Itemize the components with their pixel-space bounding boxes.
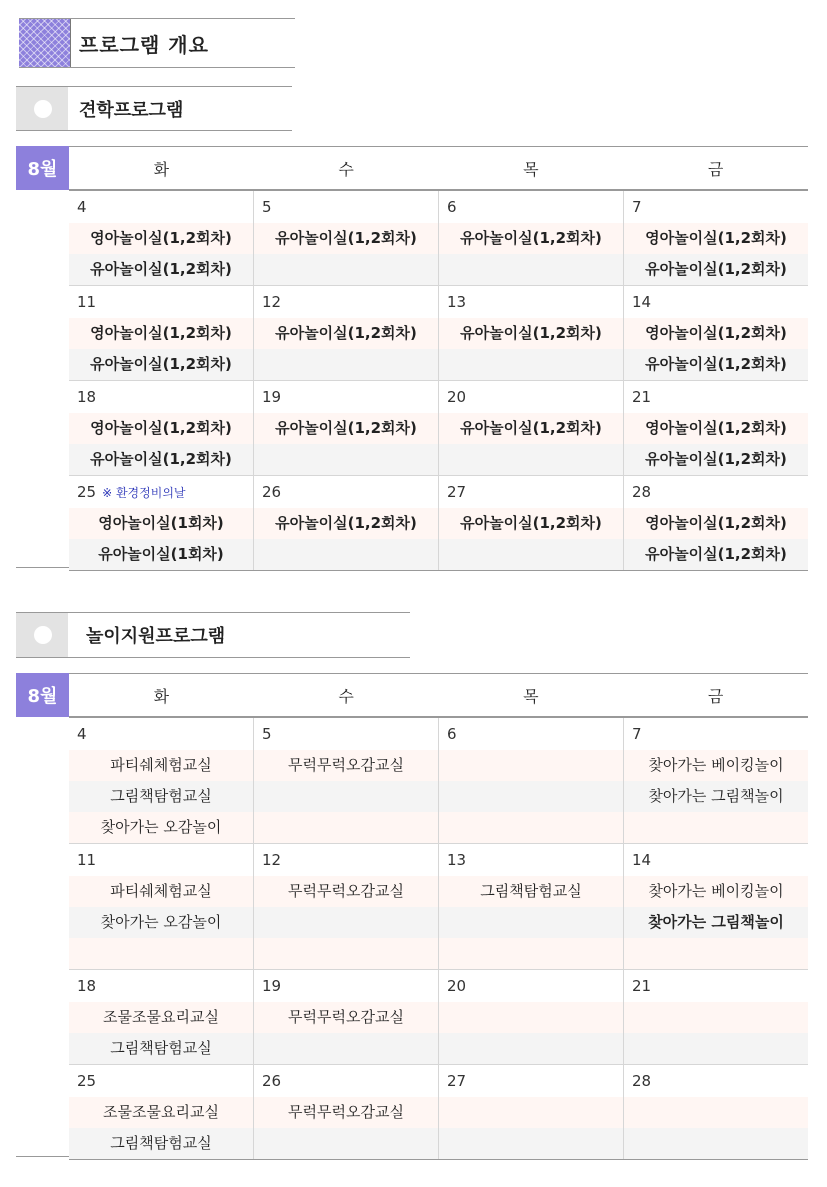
day-note: ※ 환경정비의날: [102, 486, 186, 500]
day-number-row: [69, 381, 253, 413]
calendar-grid-tour: [69, 191, 808, 571]
program-item: 파티쉐체험교실: [69, 750, 253, 781]
program-item: 유아놀이실(1,2회차): [254, 223, 438, 254]
day-number-row: [254, 191, 438, 223]
program-item: 찾아가는 베이킹놀이: [624, 750, 808, 781]
program-item: [439, 907, 623, 938]
day-number-row: [624, 381, 808, 413]
day-cell: [69, 476, 254, 570]
week-row: [69, 844, 808, 970]
program-item: 그림책탐험교실: [69, 781, 253, 812]
day-number-row: [439, 476, 623, 508]
day-cell: [624, 286, 808, 380]
month-badge: 8월: [16, 673, 69, 717]
day-cell: [439, 286, 624, 380]
program-item: [624, 938, 808, 969]
day-number-row: [69, 718, 253, 750]
day-number: 25: [77, 1072, 97, 1090]
month-badge: 8월: [16, 146, 69, 190]
day-cell: [439, 476, 624, 570]
program-item: 유아놀이실(1,2회차): [624, 349, 808, 380]
day-cell: [254, 1065, 439, 1159]
day-number-row: [624, 191, 808, 223]
day-cell: [254, 970, 439, 1064]
day-number: 20: [447, 977, 467, 995]
day-number-row: [254, 1065, 438, 1097]
day-number-row: [69, 844, 253, 876]
program-item: 유아놀이실(1,2회차): [69, 349, 253, 380]
day-number: 13: [447, 293, 467, 311]
day-cell: [439, 191, 624, 285]
day-cell: [254, 381, 439, 475]
day-cell: [254, 718, 439, 843]
day-number: 5: [262, 198, 272, 216]
program-item: 그림책탐험교실: [69, 1128, 253, 1159]
weekday-label: 목: [523, 686, 539, 706]
program-item: [254, 444, 438, 475]
program-item: 파티쉐체험교실: [69, 876, 253, 907]
day-cell: [254, 286, 439, 380]
day-number-row: [254, 476, 438, 508]
program-item: 찾아가는 그림책놀이: [624, 907, 808, 938]
program-item: 영아놀이실(1,2회차): [624, 508, 808, 539]
program-item: 영아놀이실(1회차): [69, 508, 253, 539]
program-item: 그림책탐험교실: [69, 1033, 253, 1064]
program-item: 유아놀이실(1,2회차): [254, 413, 438, 444]
day-cell: [624, 191, 808, 285]
section-title: 견학프로그램: [79, 99, 184, 121]
day-number-row: [69, 286, 253, 318]
program-item: [254, 781, 438, 812]
page-header: [19, 18, 295, 68]
program-item: 유아놀이실(1,2회차): [69, 444, 253, 475]
day-cell: [624, 718, 808, 843]
section-header-tour: [16, 86, 292, 131]
day-number: 27: [447, 1072, 467, 1090]
day-number: 11: [77, 851, 97, 869]
day-number-row: [69, 476, 253, 508]
program-item: [439, 1128, 623, 1159]
program-item: 조물조물요리교실: [69, 1097, 253, 1128]
day-cell: [254, 191, 439, 285]
day-number-row: [624, 476, 808, 508]
program-item: [254, 1128, 438, 1159]
program-item: 영아놀이실(1,2회차): [624, 318, 808, 349]
circle-icon: [34, 626, 52, 644]
program-item: 찾아가는 그림책놀이: [624, 781, 808, 812]
program-item: 찾아가는 오감놀이: [69, 812, 253, 843]
program-item: [439, 1097, 623, 1128]
day-cell: [69, 718, 254, 843]
day-number-row: [254, 970, 438, 1002]
day-number-row: [624, 286, 808, 318]
program-item: 유아놀이실(1,2회차): [624, 254, 808, 285]
day-cell: [624, 970, 808, 1064]
program-item: 유아놀이실(1,2회차): [439, 413, 623, 444]
day-number-row: [439, 844, 623, 876]
week-row: [69, 476, 808, 571]
day-number-row: [69, 1065, 253, 1097]
day-number: 4: [77, 198, 87, 216]
day-number: 13: [447, 851, 467, 869]
program-item: 찾아가는 베이킹놀이: [624, 876, 808, 907]
program-item: [624, 1128, 808, 1159]
day-number-row: [439, 718, 623, 750]
day-cell: [254, 844, 439, 969]
program-item: 유아놀이실(1,2회차): [69, 254, 253, 285]
program-item: [254, 938, 438, 969]
weekday-label: 화: [153, 159, 170, 179]
day-number: 6: [447, 198, 457, 216]
program-item: 유아놀이실(1,2회차): [439, 508, 623, 539]
day-number-row: [439, 970, 623, 1002]
program-item: [439, 1033, 623, 1064]
program-item: [439, 539, 623, 570]
day-number-row: [254, 286, 438, 318]
day-number: 7: [632, 725, 642, 743]
section-title: 놀이지원프로그램: [86, 626, 226, 647]
day-cell: [69, 1065, 254, 1159]
day-number-row: [254, 718, 438, 750]
day-number-row: [254, 844, 438, 876]
day-number: 20: [447, 388, 467, 406]
program-item: [624, 1033, 808, 1064]
weekday-label: 화: [153, 686, 170, 706]
day-number: 28: [632, 483, 652, 501]
program-item: [439, 781, 623, 812]
program-item: [624, 812, 808, 843]
day-number: 26: [262, 1072, 282, 1090]
calendar-grid-play: [69, 718, 808, 1160]
day-number: 19: [262, 388, 282, 406]
section-header-play: [16, 612, 410, 658]
program-item: 유아놀이실(1,2회차): [254, 318, 438, 349]
program-item: [69, 938, 253, 969]
program-item: 찾아가는 오감놀이: [69, 907, 253, 938]
weekday-label: 수: [338, 159, 354, 179]
day-number: 25: [77, 483, 97, 501]
day-number-row: [439, 1065, 623, 1097]
page-title: 프로그램 개요: [79, 32, 209, 57]
program-item: 영아놀이실(1,2회차): [624, 223, 808, 254]
day-number-row: [69, 970, 253, 1002]
week-row: [69, 286, 808, 381]
day-number: 19: [262, 977, 282, 995]
week-row: [69, 718, 808, 844]
program-item: 영아놀이실(1,2회차): [624, 413, 808, 444]
program-item: [254, 1033, 438, 1064]
day-number-row: [69, 191, 253, 223]
day-cell: [69, 286, 254, 380]
program-item: [439, 938, 623, 969]
program-item: 유아놀이실(1,2회차): [439, 318, 623, 349]
divider: [16, 567, 69, 568]
program-item: [439, 254, 623, 285]
weekday-header: [69, 146, 808, 191]
weekday-label: 수: [338, 686, 354, 706]
program-item: 무럭무럭오감교실: [254, 750, 438, 781]
program-item: 그림책탐험교실: [439, 876, 623, 907]
program-item: [624, 1097, 808, 1128]
weekday-label: 목: [523, 159, 539, 179]
day-number: 11: [77, 293, 97, 311]
program-item: 무럭무럭오감교실: [254, 1002, 438, 1033]
circle-icon: [34, 100, 52, 118]
program-item: 유아놀이실(1회차): [69, 539, 253, 570]
day-number: 26: [262, 483, 282, 501]
week-row: [69, 381, 808, 476]
program-item: [254, 907, 438, 938]
day-cell: [69, 381, 254, 475]
day-cell: [69, 844, 254, 969]
day-number: 21: [632, 977, 652, 995]
weekday-header: [69, 673, 808, 718]
day-number-row: [254, 381, 438, 413]
day-number: 12: [262, 293, 282, 311]
day-number: 27: [447, 483, 467, 501]
day-number: 7: [632, 198, 642, 216]
day-cell: [439, 1065, 624, 1159]
day-number: 18: [77, 388, 97, 406]
program-item: 무럭무럭오감교실: [254, 876, 438, 907]
day-number: 28: [632, 1072, 652, 1090]
day-cell: [439, 970, 624, 1064]
week-row: [69, 970, 808, 1065]
day-cell: [624, 381, 808, 475]
program-item: [624, 1002, 808, 1033]
day-number: 14: [632, 851, 652, 869]
program-item: [439, 444, 623, 475]
week-row: [69, 191, 808, 286]
day-number-row: [624, 718, 808, 750]
program-item: [439, 812, 623, 843]
day-number: 6: [447, 725, 457, 743]
divider: [16, 1156, 69, 1157]
program-item: 무럭무럭오감교실: [254, 1097, 438, 1128]
program-item: 영아놀이실(1,2회차): [69, 318, 253, 349]
day-number: 18: [77, 977, 97, 995]
week-row: [69, 1065, 808, 1160]
weekday-label: 금: [707, 159, 724, 179]
program-item: [254, 254, 438, 285]
weekday-label: 금: [707, 686, 724, 706]
day-number: 4: [77, 725, 87, 743]
day-number-row: [624, 970, 808, 1002]
day-number-row: [624, 1065, 808, 1097]
day-cell: [439, 718, 624, 843]
day-number-row: [624, 844, 808, 876]
day-number-row: [439, 286, 623, 318]
program-item: [254, 349, 438, 380]
program-item: 유아놀이실(1,2회차): [439, 223, 623, 254]
pattern-icon: [19, 19, 71, 67]
day-number: 14: [632, 293, 652, 311]
day-cell: [439, 381, 624, 475]
day-number-row: [439, 191, 623, 223]
program-item: 영아놀이실(1,2회차): [69, 223, 253, 254]
program-item: [254, 812, 438, 843]
day-number: 5: [262, 725, 272, 743]
day-number: 21: [632, 388, 652, 406]
day-cell: [624, 1065, 808, 1159]
day-cell: [624, 844, 808, 969]
program-item: [439, 1002, 623, 1033]
day-cell: [624, 476, 808, 570]
program-item: 유아놀이실(1,2회차): [624, 444, 808, 475]
program-item: 유아놀이실(1,2회차): [254, 508, 438, 539]
program-item: [439, 349, 623, 380]
program-item: [254, 539, 438, 570]
program-item: 영아놀이실(1,2회차): [69, 413, 253, 444]
program-item: 조물조물요리교실: [69, 1002, 253, 1033]
day-cell: [254, 476, 439, 570]
day-number: 12: [262, 851, 282, 869]
day-cell: [69, 191, 254, 285]
day-cell: [69, 970, 254, 1064]
program-item: [439, 750, 623, 781]
day-cell: [439, 844, 624, 969]
program-item: 유아놀이실(1,2회차): [624, 539, 808, 570]
day-number-row: [439, 381, 623, 413]
